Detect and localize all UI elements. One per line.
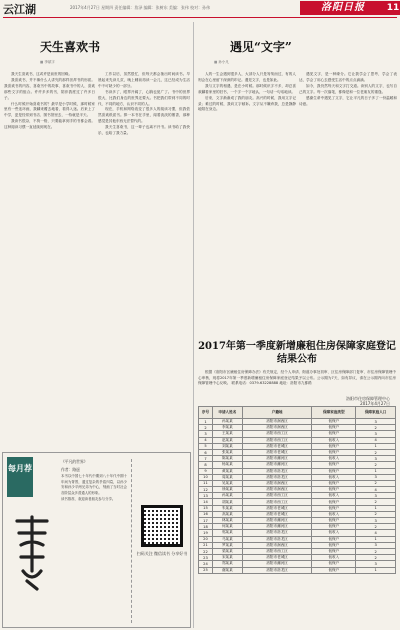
table-cell: 低保户 bbox=[312, 548, 356, 554]
table-cell: 3 bbox=[356, 493, 396, 499]
table-cell: 9 bbox=[199, 468, 213, 474]
table-cell: 洛阳市老城区 bbox=[242, 555, 312, 561]
table-cell: 洛阳市老城区 bbox=[242, 511, 312, 517]
table-cell: 王某某 bbox=[212, 431, 242, 437]
table-cell: 22 bbox=[199, 548, 213, 554]
table-cell: 1 bbox=[356, 505, 396, 511]
table-cell: 20 bbox=[199, 536, 213, 542]
table-cell: 高某某 bbox=[212, 511, 242, 517]
notice-intro bbox=[198, 370, 396, 387]
qr-code[interactable] bbox=[141, 505, 183, 547]
table-cell: 1 bbox=[356, 536, 396, 542]
article-byline: ■ 孙小凡 bbox=[214, 60, 229, 65]
notice-org: 洛阳市住房保障管理中心 bbox=[346, 396, 390, 401]
table-cell: 赵某某 bbox=[212, 437, 242, 443]
table-cell: 郭某某 bbox=[212, 530, 242, 536]
book-description bbox=[61, 459, 127, 623]
article-title: 天生喜欢书 bbox=[40, 40, 101, 54]
table-cell: 洛阳市洛龙区 bbox=[242, 530, 312, 536]
table-cell: 洛阳市西工区 bbox=[242, 437, 312, 443]
column-header: 保障家庭人口 bbox=[356, 407, 396, 419]
table-cell: 7 bbox=[199, 456, 213, 462]
table-cell: 洛阳市涧西区 bbox=[242, 425, 312, 431]
table-cell: 低收入 bbox=[312, 456, 356, 462]
article-paragraph: 工作以后，虽然很忙，但每天都会抽出时间读书。早晨起来先读几页，晚上睡前再读一会儿，这已经成为生活中不可缺少的一部分。 bbox=[98, 72, 190, 88]
table-cell: 洛阳市西工区 bbox=[242, 493, 312, 499]
table-cell: 3 bbox=[356, 431, 396, 437]
table-cell: 洛阳市涧西区 bbox=[242, 480, 312, 486]
table-cell: 洛阳市洛龙区 bbox=[242, 474, 312, 480]
table-cell: 低保户 bbox=[312, 468, 356, 474]
newspaper-logo: 洛阳日报 bbox=[300, 1, 386, 15]
table-cell: 16 bbox=[199, 511, 213, 517]
table-cell: 洛阳市老城区 bbox=[242, 443, 312, 449]
article-paragraph: 人的一生会遇到很多人，大部分人只是匆匆而过，有的人则会在心里留下深深的印记。遇见文字，也是如此。 bbox=[198, 72, 296, 82]
table-cell: 4 bbox=[199, 437, 213, 443]
table-cell: 低收入 bbox=[312, 493, 356, 499]
table-cell: 低保户 bbox=[312, 425, 356, 431]
table-cell: 低收入 bbox=[312, 555, 356, 561]
book-author: 作者：路遥 bbox=[61, 466, 80, 472]
table-cell: 4 bbox=[356, 530, 396, 536]
table-cell: 徐某某 bbox=[212, 487, 242, 493]
article-column-4 bbox=[299, 72, 397, 334]
table-cell: 洛阳市西工区 bbox=[242, 431, 312, 437]
section-title: 云江湖 bbox=[3, 3, 36, 16]
table-cell: 低保户 bbox=[312, 524, 356, 530]
table-cell: 低保户 bbox=[312, 505, 356, 511]
table-cell: 12 bbox=[199, 487, 213, 493]
table-cell: 黄某某 bbox=[212, 468, 242, 474]
table-cell: 21 bbox=[199, 542, 213, 548]
table-cell: 低收入 bbox=[312, 474, 356, 480]
table-cell: 2 bbox=[356, 462, 396, 468]
article-column-1 bbox=[4, 72, 95, 446]
table-cell: 洛阳市涧西区 bbox=[242, 487, 312, 493]
table-cell: 低保户 bbox=[312, 561, 356, 567]
table-cell: 3 bbox=[356, 419, 396, 425]
table-cell: 2 bbox=[356, 425, 396, 431]
table-cell: 2 bbox=[356, 449, 396, 455]
table-cell: 低保户 bbox=[312, 431, 356, 437]
table-cell: 4 bbox=[356, 487, 396, 493]
table-cell: 张某某 bbox=[212, 449, 242, 455]
table-cell: 1 bbox=[356, 468, 396, 474]
table-cell: 24 bbox=[199, 561, 213, 567]
table-cell: 洛阳市洛龙区 bbox=[242, 536, 312, 542]
table-cell: 23 bbox=[199, 555, 213, 561]
qr-caption: 扫码关注 微信读书 分享好书 bbox=[136, 551, 188, 556]
table-cell: 低保户 bbox=[312, 542, 356, 548]
notice-date: 2017年4月27日 bbox=[360, 401, 390, 406]
table-cell: 低保户 bbox=[312, 462, 356, 468]
table-cell: 13 bbox=[199, 493, 213, 499]
book-title: 《平凡的世界》 bbox=[61, 459, 88, 464]
table-cell: 低保户 bbox=[312, 487, 356, 493]
table-cell: 洛阳市西工区 bbox=[242, 499, 312, 505]
table-cell: 朱某某 bbox=[212, 505, 242, 511]
table-cell: 2 bbox=[356, 555, 396, 561]
table-cell: 低保户 bbox=[312, 518, 356, 524]
table-cell: 低保户 bbox=[312, 499, 356, 505]
article-paragraph: 遇见文字，是一种缘分。它让我学会了思考，学会了表达，学会了用心去感受生活中的点点滴滴。 bbox=[299, 72, 397, 82]
page-number: 11 bbox=[386, 3, 400, 13]
article-paragraph: 我喜欢书，并不像什么人讲究的那样崇拜书的形质。我喜欢书的内容，喜欢书中的故事、喜欢书中的人、喜欢那些文字的组合。许许多多的书，陪伴我度过了许多日子。 bbox=[4, 77, 95, 100]
table-cell: 1 bbox=[356, 567, 396, 573]
notice-intro-text: 根据《洛阳市区廉租住房保障办法》有关规定，经个人申请、街道办事处初审、区住房保障部门复审、市住房保障管理中心审核，现将2017年第一季度新增廉租住房保障家庭登记结果予以公布。公示期为7天，如有异议，请在公示期内向市住房保障管理中心反映。 bbox=[198, 370, 396, 386]
article-paragraph: 感谢生命中遇见了文字，它让平凡的日子多了一份温暖和诗意。 bbox=[299, 95, 397, 106]
column-header: 户籍地 bbox=[242, 407, 312, 419]
table-cell: 胡某某 bbox=[212, 499, 242, 505]
table-cell: 郑某某 bbox=[212, 561, 242, 567]
article-column-3 bbox=[198, 72, 296, 334]
table-cell: 洛阳市老城区 bbox=[242, 449, 312, 455]
table-cell: 马某某 bbox=[212, 536, 242, 542]
table-cell: 周某某 bbox=[212, 474, 242, 480]
table-cell: 18 bbox=[199, 524, 213, 530]
table-cell: 25 bbox=[199, 567, 213, 573]
book-summary: 本书以中国七十年代中期到八十年代中期十年间为背景，通过复杂的矛盾纠葛，以孙少安和孙少平两兄弟为中心，刻画了当时社会各阶层众多普通人的形象。 bbox=[61, 474, 127, 495]
table-header-row bbox=[199, 407, 396, 419]
table-cell: 洛阳市老城区 bbox=[242, 505, 312, 511]
table-cell: 5 bbox=[199, 443, 213, 449]
table-cell: 4 bbox=[356, 437, 396, 443]
header-divider bbox=[3, 17, 397, 18]
issue-date-line: 2017年4月27日 星期四 责任编辑：詹泽 编辑：张树东 美编：张伟 校对：孙伟 bbox=[70, 5, 211, 10]
table-cell: 罗某某 bbox=[212, 542, 242, 548]
column-divider bbox=[193, 22, 194, 628]
table-cell: 刘某某 bbox=[212, 443, 242, 449]
table-cell: 15 bbox=[199, 505, 213, 511]
table-cell: 林某某 bbox=[212, 518, 242, 524]
table-cell: 洛阳市西工区 bbox=[242, 548, 312, 554]
article-paragraph: 我天生喜欢书，这或许是前世的因缘。 bbox=[11, 72, 73, 76]
article-paragraph: 我天生喜欢书，这一辈子也离不开书。读书给了我快乐，也给了我力量。 bbox=[98, 125, 190, 136]
table-cell: 低保户 bbox=[312, 443, 356, 449]
table-cell: 洛阳市洛龙区 bbox=[242, 567, 312, 573]
table-cell: 洛阳市洛龙区 bbox=[242, 468, 312, 474]
page-header bbox=[0, 0, 400, 18]
table-cell: 低保户 bbox=[312, 567, 356, 573]
table-cell: 洛阳市瀍河区 bbox=[242, 561, 312, 567]
table-cell: 低收入 bbox=[312, 530, 356, 536]
table-cell: 17 bbox=[199, 518, 213, 524]
table-cell: 3 bbox=[199, 431, 213, 437]
table-cell: 3 bbox=[356, 474, 396, 480]
table-cell: 2 bbox=[356, 499, 396, 505]
notice-title: 2017年第一季度新增廉租住房保障家庭登记结果公布 bbox=[198, 341, 396, 365]
table-cell: 陈某某 bbox=[212, 456, 242, 462]
table-cell: 2 bbox=[356, 548, 396, 554]
article-paragraph: 如今，我仍然每天和文字打交道。读别人的文字，也写自己的文字。每一次落笔，都像是和一位老朋友的重逢。 bbox=[299, 83, 397, 94]
article-column-2 bbox=[98, 72, 190, 446]
article-byline: ■ 李斌宇 bbox=[40, 60, 55, 65]
article-paragraph: 现在，手机和网络改变了很多人的阅读习惯，但我依然喜欢纸质书。捧一本书在手里，闻着淡淡的墨香，那种感觉是其他东西无法替代的。 bbox=[98, 107, 190, 124]
table-cell: 孙某某 bbox=[212, 419, 242, 425]
table-cell: 低保户 bbox=[312, 536, 356, 542]
table-cell: 吴某某 bbox=[212, 480, 242, 486]
table-cell: 2 bbox=[356, 480, 396, 486]
table-cell: 19 bbox=[199, 530, 213, 536]
table-cell: 11 bbox=[199, 480, 213, 486]
column-header: 申请人姓名 bbox=[212, 407, 242, 419]
table-cell: 孙某某 bbox=[212, 493, 242, 499]
column-header: 序号 bbox=[199, 407, 213, 419]
article-paragraph: 什么时候开始喜欢书的？最早是小学时候，那时候家里有一些连环画，我翻来覆去地看，看得入迷。后来上了中学，更是经常到书店、图书馆里去，一待就是半天。 bbox=[4, 101, 95, 118]
table-cell: 何某某 bbox=[212, 524, 242, 530]
table-cell: 低保户 bbox=[312, 419, 356, 425]
table-cell: 1 bbox=[356, 443, 396, 449]
table-cell: 10 bbox=[199, 474, 213, 480]
table-cell: 杨某某 bbox=[212, 462, 242, 468]
calligraphy-book-icon bbox=[7, 511, 57, 595]
table-cell: 3 bbox=[356, 518, 396, 524]
table-cell: 3 bbox=[356, 542, 396, 548]
notice-contact: 联系电话：0379-63228888 地址：洛阳市九都路 bbox=[231, 381, 312, 386]
monthly-pick-tag: 每月荐 bbox=[7, 457, 33, 497]
table-cell: 洛阳市瀍河区 bbox=[242, 456, 312, 462]
book-recommendation-box bbox=[2, 452, 191, 628]
table-cell: 梁某某 bbox=[212, 548, 242, 554]
table-cell: 6 bbox=[199, 449, 213, 455]
table-cell: 洛阳市涧西区 bbox=[242, 419, 312, 425]
table-cell: 低保户 bbox=[312, 449, 356, 455]
table-cell: 洛阳市瀍河区 bbox=[242, 518, 312, 524]
table-cell: 2 bbox=[356, 511, 396, 517]
article-title: 遇见“文字” bbox=[230, 40, 292, 54]
table-cell: 低收入 bbox=[312, 511, 356, 517]
article-paragraph: 我与文字的相遇，是在小时候。那时候识字不多，却总喜欢翻看家里的旧书，一个字一个字地认，一句话一句话地读。 bbox=[198, 83, 296, 94]
table-cell: 低保户 bbox=[312, 480, 356, 486]
table-cell: 宋某某 bbox=[212, 555, 242, 561]
article-paragraph: 书读多了，眼界开阔了，心胸也宽广了。书中的世界很大，比我们身边的世界还要大。书把我们带到不同的时代、不同的地方，认识不同的人。 bbox=[98, 89, 190, 106]
table-cell: 8 bbox=[199, 462, 213, 468]
book-note: 读书推荐，欢迎读者朋友参与分享。 bbox=[61, 496, 116, 501]
article-paragraph: 后来，文字渐渐成了我的朋友。高兴的时候，我用文字记录；难过的时候，我向文字倾诉。文字从不嫌弃我，总是静静地陪在身边。 bbox=[198, 95, 296, 112]
table-cell: 3 bbox=[356, 561, 396, 567]
article-paragraph: 我读书很杂，不拘一格，只要能拿到手的书都会看。这种阅读习惯一直延续到现在。 bbox=[4, 119, 95, 130]
table-cell: 洛阳市瀍河区 bbox=[242, 462, 312, 468]
dashed-divider bbox=[131, 459, 132, 623]
table-cell: 谢某某 bbox=[212, 567, 242, 573]
notice-table bbox=[198, 406, 396, 574]
table-cell: 3 bbox=[356, 456, 396, 462]
table-cell: 洛阳市瀍河区 bbox=[242, 524, 312, 530]
table-row bbox=[199, 567, 396, 573]
table-cell: 1 bbox=[199, 419, 213, 425]
table-cell: 低收入 bbox=[312, 437, 356, 443]
table-cell: 2 bbox=[356, 524, 396, 530]
column-header: 保障家庭类型 bbox=[312, 407, 356, 419]
table-cell: 洛阳市涧西区 bbox=[242, 542, 312, 548]
table-cell: 李某某 bbox=[212, 425, 242, 431]
table-cell: 14 bbox=[199, 499, 213, 505]
table-cell: 2 bbox=[199, 425, 213, 431]
